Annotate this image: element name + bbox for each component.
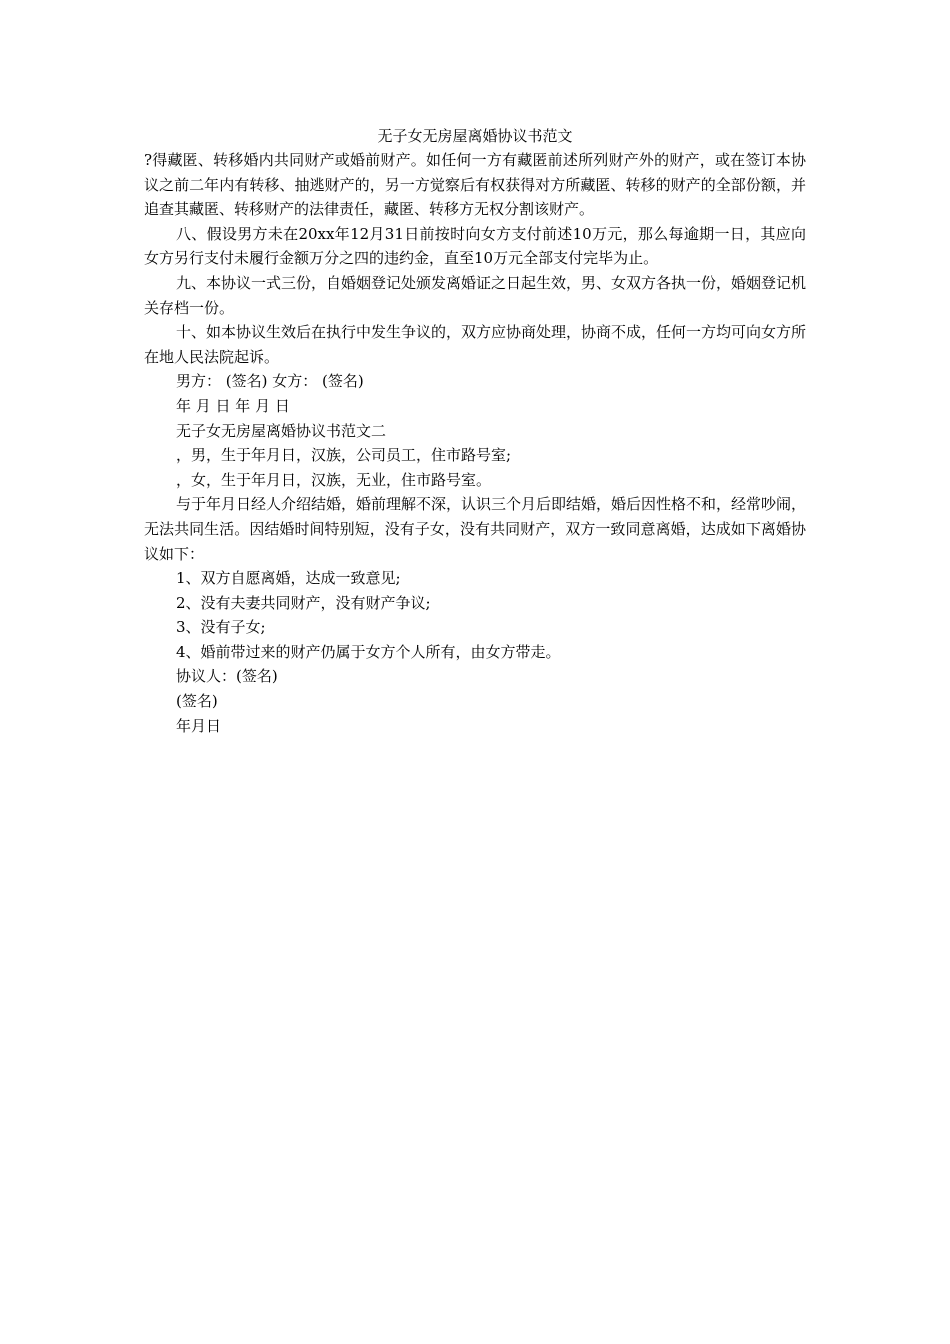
paragraph-clause-ten: 十、如本协议生效后在执行中发生争议的，双方应协商处理，协商不成，任何一方均可向女方所在地人民法院起诉。 xyxy=(144,323,807,366)
date-line: 年 月 日 年 月 日 xyxy=(176,396,290,415)
section-title-two: 无子女无房屋离婚协议书范文二 xyxy=(176,421,387,440)
document-title: 无子女无房屋离婚协议书范文 xyxy=(377,127,573,145)
party-male-info: ，男，生于年月日，汉族，公司员工，住市路号室; xyxy=(176,446,512,465)
list-item: 4、婚前带过来的财产仍属于女方个人所有，由女方带走。 xyxy=(176,642,561,661)
final-date-line: 年月日 xyxy=(176,716,222,735)
document-page xyxy=(144,124,806,738)
paragraph-clause-nine: 九、本协议一式三份，自婚姻登记处颁发离婚证之日起生效，男、女双方各执一份，婚姻登记机关存档一份。 xyxy=(144,273,807,317)
list-item: 3、没有子女; xyxy=(176,618,266,637)
paragraph-background: 与于年月日经人介绍结婚，婚前理解不深，认识三个月后即结婚，婚后因性格不和，经常吵闹，无法共同生活。因结婚时间特别短，没有子女，没有共同财产，双方一致同意离婚，达成如下离婚协议如下： xyxy=(144,495,807,563)
second-signature: (签名) xyxy=(176,692,218,711)
agreement-party-signature: 协议人：(签名) xyxy=(176,667,278,686)
list-item: 2、没有夫妻共同财产，没有财产争议; xyxy=(176,593,431,612)
party-female-info: ，女，生于年月日，汉族，无业，住市路号室。 xyxy=(176,470,492,489)
list-item: 1、双方自愿离婚，达成一致意见; xyxy=(176,569,401,588)
paragraph-concealment-clause: ?得藏匿、转移婚内共同财产或婚前财产。如任何一方有藏匿前述所列财产外的财产，或在签订本协议之前二年内有转移、抽逃财产的，另一方觉察后有权获得对方所藏匿、转移的财产的全部份额，并追查其藏匿、转移财产的法律责任，藏匿、转移方无权分割该财产。 xyxy=(144,151,806,219)
paragraph-clause-eight: 八、假设男方未在20xx年12月31日前按时向女方支付前述10万元，那么每逾期一日，其应向女方另行支付未履行金额万分之四的违约金，直至10万元全部支付完毕为止。 xyxy=(144,224,806,268)
signature-line: 男方： (签名) 女方： (签名) xyxy=(176,372,364,391)
